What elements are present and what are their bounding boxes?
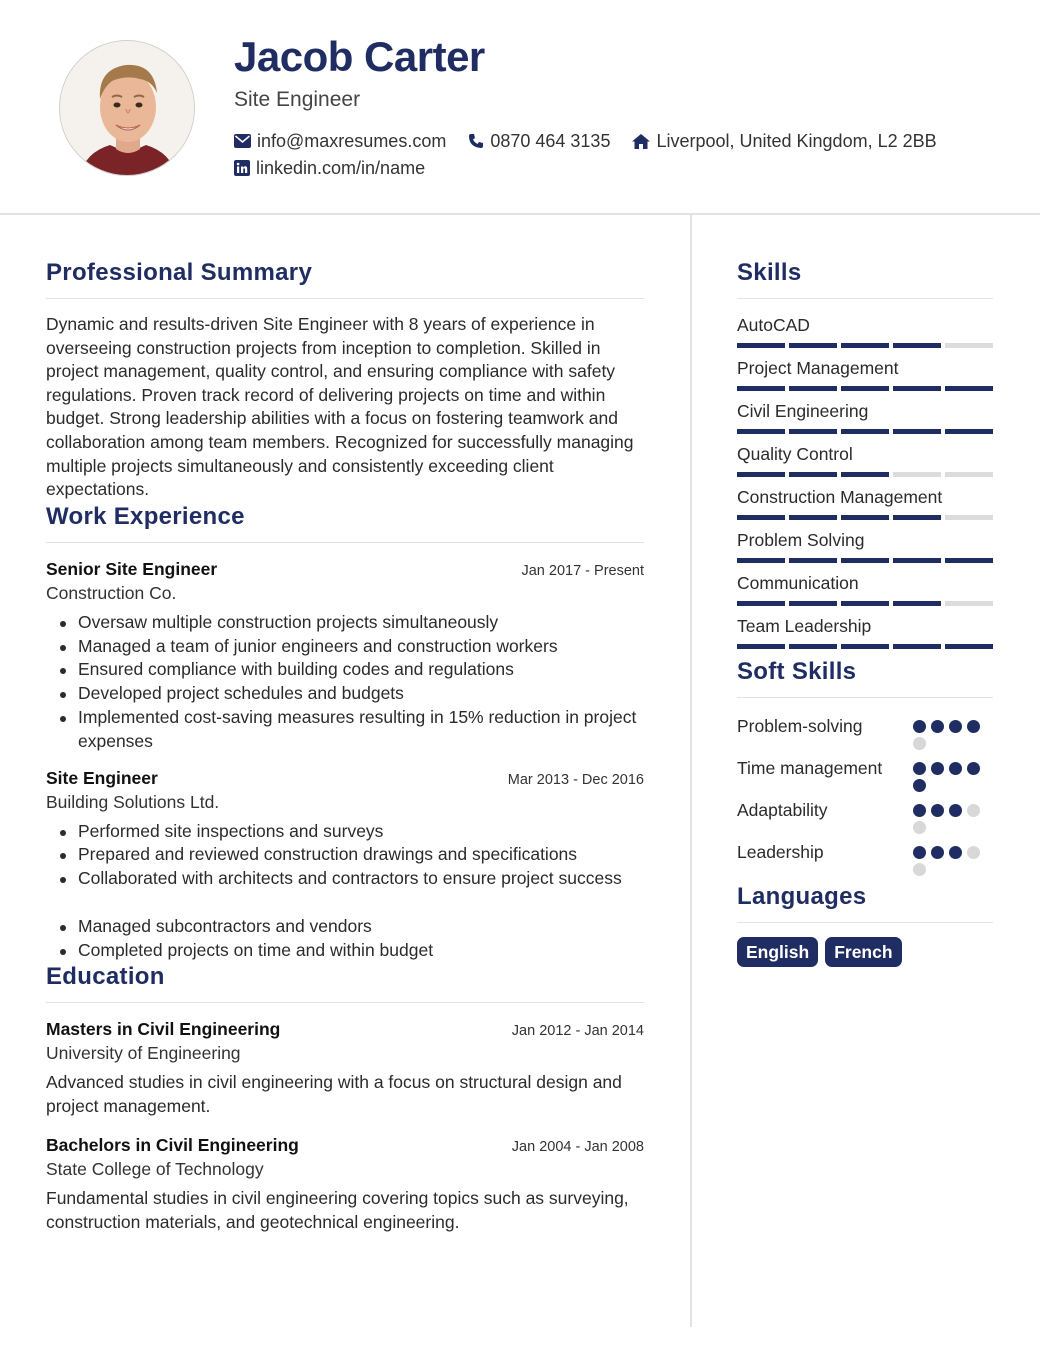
degree-name: Masters in Civil Engineering	[46, 1019, 281, 1040]
skill-item	[737, 356, 993, 391]
contact-location	[632, 130, 936, 152]
job-bullets	[58, 820, 644, 963]
rating-dot	[967, 762, 980, 775]
degree-date: Jan 2012 - Jan 2014	[511, 1023, 644, 1040]
skill-rating-segment	[893, 558, 941, 563]
sidebar-column	[737, 258, 993, 967]
main-column	[46, 258, 644, 1235]
skill-rating-segment	[789, 558, 837, 563]
bullet-item: Developed project schedules and budgets	[58, 682, 644, 706]
skill-rating-segment	[945, 644, 993, 649]
job-entry	[46, 557, 644, 754]
degree-description: Advanced studies in civil engineering with a focus on structural design and project management.	[46, 1072, 622, 1117]
avatar-illustration	[60, 41, 195, 176]
linkedin-text: linkedin.com/in/name	[256, 158, 426, 178]
skill-rating-bar	[737, 472, 993, 477]
skill-rating-segment	[789, 472, 837, 477]
rating-dot	[913, 737, 926, 750]
job-company: Construction Co.	[46, 582, 177, 603]
rating-dot	[931, 762, 944, 775]
rating-dot	[967, 804, 980, 817]
bullet-item: Managed subcontractors and vendors	[58, 915, 644, 939]
languages-list	[737, 937, 993, 967]
skill-rating-segment	[841, 558, 889, 563]
summary-section	[46, 258, 644, 502]
candidate-title: Site Engineer	[234, 88, 361, 111]
soft-skills-list	[737, 714, 993, 876]
soft-skill-item	[737, 840, 993, 876]
skill-rating-segment	[945, 515, 993, 520]
rating-dot	[967, 720, 980, 733]
skill-rating-segment	[737, 429, 785, 434]
education-entry	[46, 1133, 644, 1235]
experience-heading: Work Experience	[46, 502, 644, 543]
skill-rating-segment	[893, 386, 941, 391]
skill-rating-segment	[737, 386, 785, 391]
skill-rating-bar	[737, 343, 993, 348]
soft-skill-label: Adaptability	[737, 800, 828, 820]
skill-label: Quality Control	[737, 444, 853, 464]
bullet-item: Completed projects on time and within budget	[58, 939, 644, 963]
column-divider	[690, 215, 692, 1327]
skill-label: Communication	[737, 573, 859, 593]
skill-item	[737, 442, 993, 477]
contact-row	[234, 130, 959, 152]
skill-rating-segment	[789, 644, 837, 649]
skill-rating-bar	[737, 386, 993, 391]
skill-rating-segment	[893, 644, 941, 649]
skill-item	[737, 614, 993, 649]
skill-rating-segment	[789, 343, 837, 348]
rating-dot	[949, 720, 962, 733]
rating-dot	[949, 846, 962, 859]
skill-rating-segment	[945, 601, 993, 606]
degree-name: Bachelors in Civil Engineering	[46, 1134, 299, 1155]
soft-skill-item	[737, 714, 993, 750]
skill-label: Civil Engineering	[737, 401, 869, 421]
skill-rating-segment	[893, 515, 941, 520]
skill-item	[737, 528, 993, 563]
school-name: State College of Technology	[46, 1158, 264, 1179]
soft-skill-label: Time management	[737, 758, 883, 778]
job-role: Senior Site Engineer	[46, 558, 218, 579]
rating-dot	[967, 846, 980, 859]
skill-label: AutoCAD	[737, 315, 810, 335]
contact-linkedin[interactable]	[234, 157, 425, 179]
skills-section	[737, 258, 993, 649]
education-heading: Education	[46, 962, 644, 1003]
profile-photo	[59, 40, 195, 176]
bullet-item: Performed site inspections and surveys	[58, 820, 644, 844]
candidate-name: Jacob Carter	[234, 33, 485, 80]
education-section	[46, 962, 644, 1234]
contact-email[interactable]	[234, 130, 446, 152]
soft-skill-rating	[913, 840, 993, 876]
bullet-item: Prepared and reviewed construction drawings and specifications	[58, 843, 644, 867]
resume-header	[0, 0, 1040, 215]
skill-rating-segment	[841, 343, 889, 348]
skill-rating-segment	[945, 343, 993, 348]
bullet-item: Oversaw multiple construction projects simultaneously	[58, 611, 644, 635]
skill-rating-segment	[737, 472, 785, 477]
job-company: Building Solutions Ltd.	[46, 791, 220, 812]
linkedin-icon	[234, 160, 250, 176]
skill-rating-segment	[841, 386, 889, 391]
skill-rating-segment	[945, 472, 993, 477]
skill-rating-segment	[893, 343, 941, 348]
summary-heading: Professional Summary	[46, 258, 644, 299]
skill-rating-segment	[841, 601, 889, 606]
education-entry	[46, 1017, 644, 1119]
skill-rating-bar	[737, 429, 993, 434]
language-tag: French	[825, 937, 901, 967]
skill-rating-segment	[789, 429, 837, 434]
envelope-icon	[234, 134, 251, 148]
skill-rating-segment	[841, 644, 889, 649]
skill-label: Construction Management	[737, 487, 943, 507]
soft-skill-label: Problem-solving	[737, 716, 863, 736]
school-name: University of Engineering	[46, 1043, 241, 1064]
soft-skill-label: Leadership	[737, 842, 824, 862]
email-text: info@maxresumes.com	[257, 131, 447, 151]
soft-skill-item	[737, 756, 993, 792]
soft-skill-rating	[913, 714, 993, 750]
skill-item	[737, 313, 993, 348]
skill-rating-bar	[737, 558, 993, 563]
skill-rating-segment	[737, 644, 785, 649]
skill-item	[737, 485, 993, 520]
phone-icon	[468, 133, 484, 149]
soft-skill-rating	[913, 798, 993, 834]
skill-rating-segment	[789, 601, 837, 606]
skill-rating-segment	[841, 429, 889, 434]
skill-rating-segment	[789, 386, 837, 391]
rating-dot	[913, 779, 926, 792]
rating-dot	[931, 720, 944, 733]
bullet-item: Managed a team of junior engineers and construction workers	[58, 635, 644, 659]
languages-heading: Languages	[737, 882, 993, 923]
skill-rating-segment	[945, 429, 993, 434]
job-bullets	[58, 611, 644, 754]
skill-rating-segment	[893, 601, 941, 606]
skill-label: Project Management	[737, 358, 899, 378]
soft-skills-section	[737, 657, 993, 876]
skill-rating-segment	[841, 515, 889, 520]
skill-rating-segment	[789, 515, 837, 520]
skill-rating-bar	[737, 601, 993, 606]
job-date: Mar 2013 - Dec 2016	[507, 771, 644, 788]
rating-dot	[931, 804, 944, 817]
skill-label: Problem Solving	[737, 530, 865, 550]
phone-text: 0870 464 3135	[490, 131, 611, 151]
skill-rating-segment	[945, 386, 993, 391]
skill-rating-segment	[945, 558, 993, 563]
rating-dot	[913, 846, 926, 859]
job-date: Jan 2017 - Present	[521, 562, 644, 579]
rating-dot	[913, 762, 926, 775]
rating-dot	[913, 863, 926, 876]
language-tag: English	[737, 937, 818, 967]
skills-heading: Skills	[737, 258, 993, 299]
job-entry	[46, 766, 644, 963]
bullet-item: Collaborated with architects and contractors to ensure project success	[58, 867, 644, 891]
skill-rating-segment	[893, 472, 941, 477]
job-role: Site Engineer	[46, 767, 158, 788]
skill-rating-segment	[841, 472, 889, 477]
languages-section	[737, 882, 993, 967]
bullet-item: Implemented cost-saving measures resulting in 15% reduction in project expenses	[58, 706, 644, 754]
skill-item	[737, 571, 993, 606]
rating-dot	[949, 804, 962, 817]
home-icon	[632, 134, 650, 149]
degree-date: Jan 2004 - Jan 2008	[511, 1138, 644, 1155]
skill-rating-segment	[737, 601, 785, 606]
contact-row-2	[234, 157, 447, 179]
summary-text: Dynamic and results-driven Site Engineer with 8 years of experience in overseeing construction projects from inception to completion. Skilled in project management, quality control, and ensuring compliance with safety regulations. Proven track record of delivering projects on time and within budget. Strong leadership abilities with a focus on fostering teamwork and collaboration among team members. Recognized for successfully managing multiple projects simultaneously and consistently exceeding client expectations.	[46, 314, 634, 500]
skill-rating-bar	[737, 515, 993, 520]
skill-rating-segment	[737, 343, 785, 348]
rating-dot	[931, 846, 944, 859]
soft-skill-item	[737, 798, 993, 834]
experience-section	[46, 502, 644, 963]
rating-dot	[949, 762, 962, 775]
contact-phone[interactable]	[468, 130, 610, 152]
skill-rating-bar	[737, 644, 993, 649]
rating-dot	[913, 720, 926, 733]
location-text: Liverpool, United Kingdom, L2 2BB	[656, 131, 937, 151]
bullet-item: Ensured compliance with building codes and regulations	[58, 658, 644, 682]
skill-item	[737, 399, 993, 434]
degree-description: Fundamental studies in civil engineering covering topics such as surveying, construction materials, and geotechnical engineering.	[46, 1187, 629, 1232]
skill-rating-segment	[737, 515, 785, 520]
skill-label: Team Leadership	[737, 616, 872, 636]
soft-skills-heading: Soft Skills	[737, 657, 993, 698]
skill-rating-segment	[737, 558, 785, 563]
skills-list	[737, 313, 993, 649]
skill-rating-segment	[893, 429, 941, 434]
soft-skill-rating	[913, 756, 993, 792]
rating-dot	[913, 804, 926, 817]
rating-dot	[913, 821, 926, 834]
